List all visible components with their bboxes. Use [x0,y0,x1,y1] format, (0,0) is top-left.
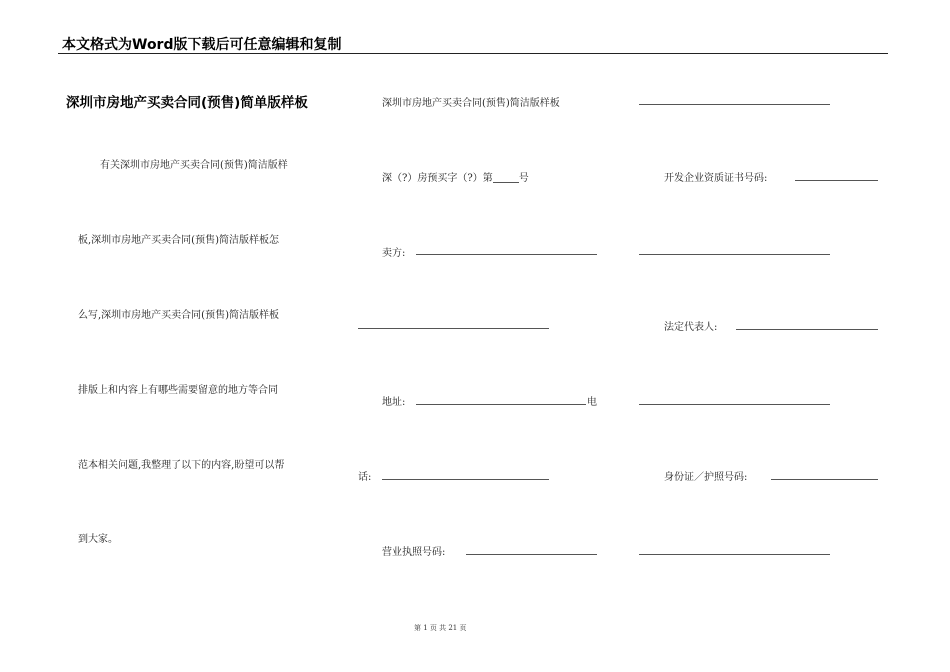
developer-cert-field-line [795,180,878,181]
banner-divider [58,53,888,54]
business-license-label: 营业执照号码: [382,547,446,558]
phone-label-part2: 话: [358,472,372,483]
legal-representative-label: 法定代表人: [664,322,718,333]
intro-line-3: 么写,深圳市房地产买卖合同(预售)简洁版样板 [78,310,279,321]
contract-number-suffix: 号 [518,173,529,184]
business-license-field-line [466,554,597,555]
id-passport-field-line [771,479,878,480]
contract-number-blank [493,182,519,183]
address-field-line [416,404,586,405]
address-label: 地址: [382,397,406,408]
page-footer: 第 1 页 共 21 页 [414,624,467,632]
phone-label-part1: 电 [587,397,597,408]
contract-name-field-line [639,104,830,105]
intro-line-4: 排版上和内容上有哪些需要留意的地方等合同 [78,385,278,396]
contract-name-label: 深圳市房地产买卖合同(预售)简洁版样板 [382,98,560,109]
contract-number-row [382,169,529,184]
business-license-field-line-right [639,554,830,555]
legal-representative-field-line [736,329,878,330]
phone-field-line [382,479,549,480]
contract-number-prefix: 深（?）房预买字（?）第 [382,173,493,184]
id-passport-label: 身份证／护照号码: [664,472,748,483]
intro-line-2: 板,深圳市房地产买卖合同(预售)简洁版样板怎 [78,235,279,246]
seller-field-line [416,254,597,255]
phone-field-line-right [639,404,830,405]
developer-cert-label: 开发企业资质证书号码: [664,173,768,184]
seller-label: 卖方: [382,248,406,259]
intro-line-6: 到大家。 [78,534,118,545]
document-title: 深圳市房地产买卖合同(预售)简单版样板 [66,95,308,111]
document-banner: 本文格式为Word版下载后可任意编辑和复制 [62,37,342,53]
seller-field-continuation-line [358,328,549,329]
intro-line-1: 有关深圳市房地产买卖合同(预售)简洁版样 [100,160,288,171]
right-field-line-2 [639,254,830,255]
intro-line-5: 范本相关问题,我整理了以下的内容,盼望可以帮 [78,460,285,471]
